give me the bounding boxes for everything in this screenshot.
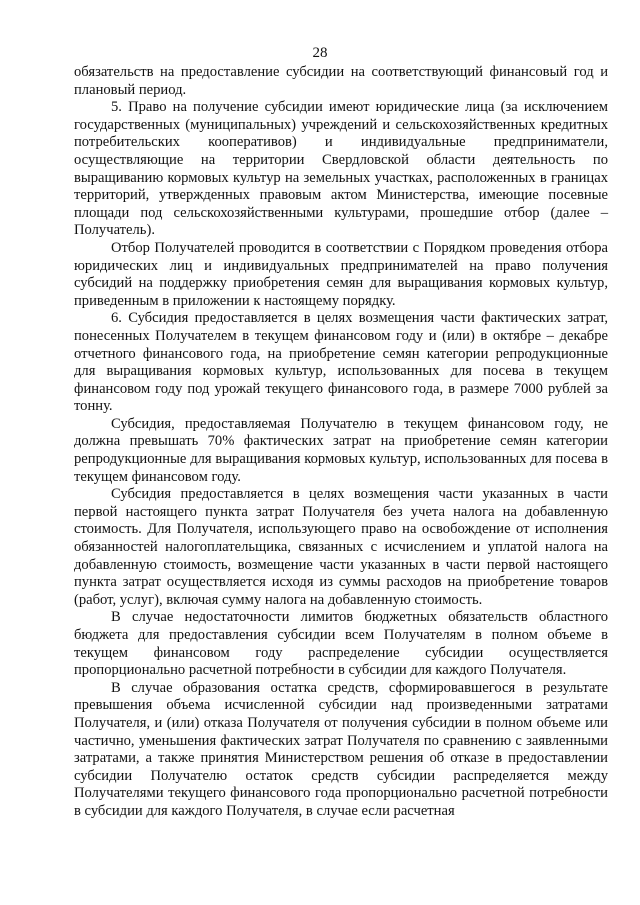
paragraph-subsidy-limit: Субсидия, предоставляемая Получателю в текущем финансовом году, не должна превышать 70% фактических затрат на приобретение семян категории репродукционные для выращивания кормовых культур, использованных для посева в текущем финансовом году.: [74, 415, 608, 485]
paragraph-selection: Отбор Получателей проводится в соответствии с Порядком проведения отбора юридических лиц и индивидуальных предпринимателей на право получения субсидий на поддержку приобретения семян для выращивания кормовых культур, приведенным в приложении к настоящему порядку.: [74, 239, 608, 309]
page-number: 28: [312, 45, 328, 61]
document-body: [74, 64, 608, 821]
paragraph-remaining-funds: В случае образования остатка средств, сформировавшегося в результате превышения объема исчисленной субсидии над произведенными затратами Получателя, и (или) отказа Получателя от получения субсидии в полном объеме или частично, уменьшения фактических затрат Получателя по сравнению с заявленными затратами, а также принятия Министерством решения об отказе в предоставлении субсидии Получателю остаток средств субсидии распределяется между Получателями текущего финансового года пропорционально расчетной потребности в субсидии для каждого Получателя, в случае если расчетная: [74, 679, 608, 819]
paragraph-continuation: обязательств на предоставление субсидии на соответствующий финансовый год и плановый период.: [74, 64, 608, 98]
paragraph-item-6: 6. Субсидия предоставляется в целях возмещения части фактических затрат, понесенных Получателем в текущем финансовом году и (или) в октябре – декабре отчетного финансового года, на приобретение семян категории репродукционные для выращивания кормовых культур, использованных для посева в текущем финансовом году под урожай текущего финансового года, в размере 7000 рублей за тонну.: [74, 310, 608, 415]
paragraph-insufficient-limits: В случае недостаточности лимитов бюджетных обязательств областного бюджета для предоставления субсидии всем Получателям в полном объеме в текущем финансовом году распределение субсидии осуществляется пропорционально расчетной потребности в субсидии для каждого Получателя.: [74, 609, 608, 679]
paragraph-item-5: 5. Право на получение субсидии имеют юридические лица (за исключением государственных (муниципальных) учреждений и сельскохозяйственных кредитных потребительских кооперативов) и индивидуальные предприниматели, осуществляющие на территории Свердловской области деятельность по выращиванию кормовых культур на земельных участках, расположенных в границах территорий, утвержденных правовым актом Министерства, имеющие посевные площади под сельскохозяйственными культурами, прошедшие отбор (далее – Получатель).: [74, 99, 608, 239]
paragraph-vat: Субсидия предоставляется в целях возмещения части указанных в части первой настоящего пункта затрат Получателя без учета налога на добавленную стоимость. Для Получателя, использующего право на освобождение от исполнения обязанностей налогоплательщика, связанных с исчислением и уплатой налога на добавленную стоимость, возмещение части указанных в части первой настоящего пункта затрат осуществляется исходя из суммы расходов на приобретение товаров (работ, услуг), включая сумму налога на добавленную стоимость.: [74, 486, 608, 608]
